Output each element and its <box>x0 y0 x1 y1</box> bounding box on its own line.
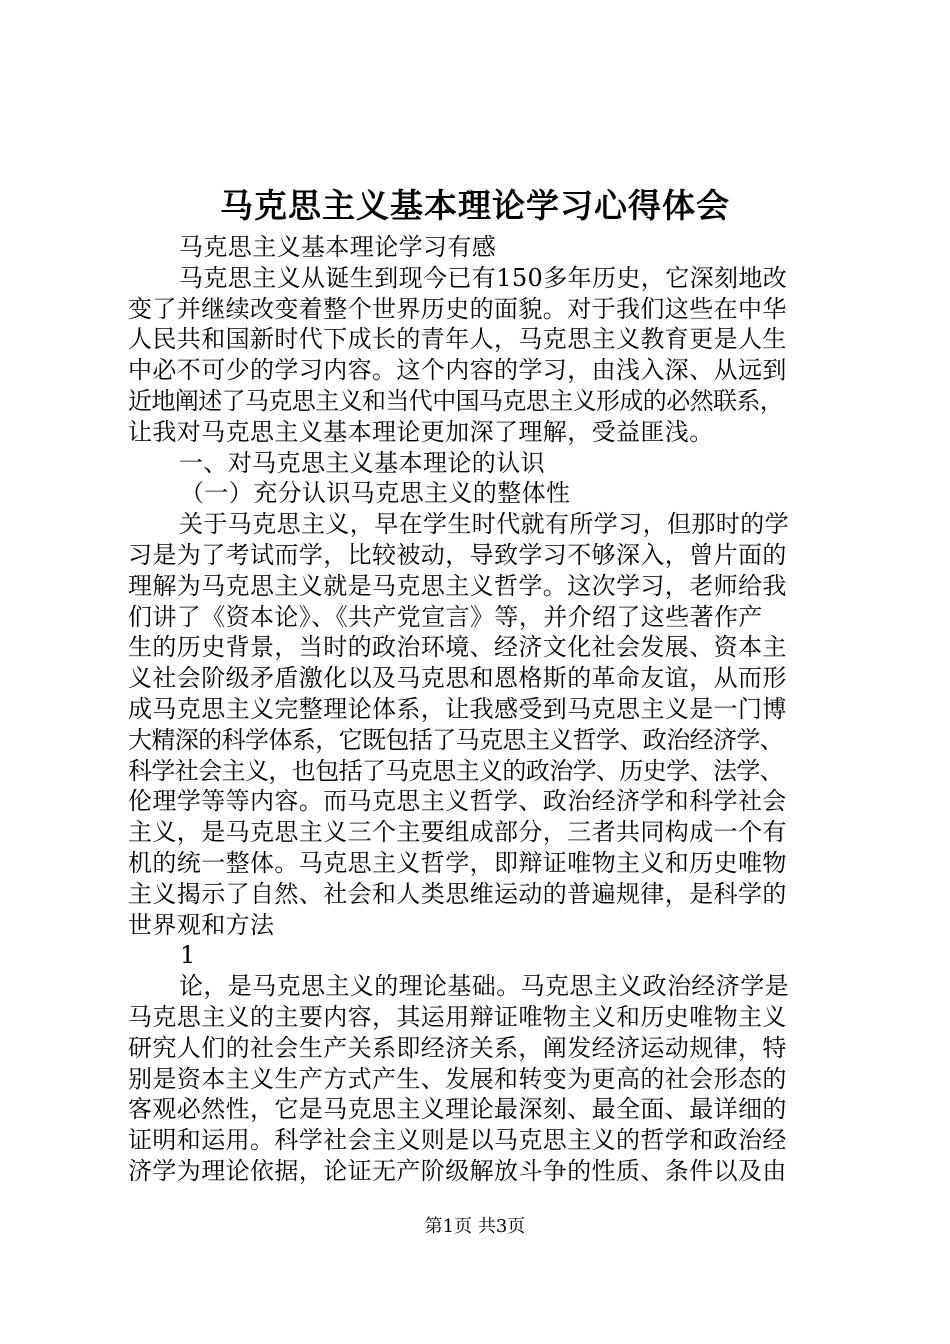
paragraph-line: 主义揭示了自然、社会和人类思维运动的普遍规律，是科学的 <box>128 879 787 908</box>
subsection-heading: （一）充分认识马克思主义的整体性 <box>180 479 571 508</box>
paragraph-line: 证明和运用。科学社会主义则是以马克思主义的哲学和政治经 <box>128 1126 787 1155</box>
paragraph-line: 变了并继续改变着整个世界历史的面貌。对于我们这些在中华 <box>128 294 787 323</box>
page-footer: 第1页 共3页 <box>424 1216 526 1237</box>
paragraph-line: 世界观和方法 <box>128 910 275 939</box>
paragraph-line: 科学社会主义，也包括了马克思主义的政治学、历史学、法学、 <box>128 756 784 785</box>
paragraph-line: 理解为马克思主义就是马克思主义哲学。这次学习，老师给我 <box>128 571 787 600</box>
paragraph-line: 论，是马克思主义的理论基础。马克思主义政治经济学是 <box>179 972 789 1001</box>
paragraph-line: 生的历史背景，当时的政治环境、经济文化社会发展、资本主 <box>128 633 787 662</box>
paragraph-line: 济学为理论依据，论证无产阶级解放斗争的性质、条件以及由 <box>128 1156 787 1185</box>
subtitle-line: 马克思主义基本理论学习有感 <box>179 233 497 261</box>
paragraph-line: 马克思主义的主要内容，其运用辩证唯物主义和历史唯物主义 <box>128 1002 787 1031</box>
paragraph-line: 大精深的科学体系，它既包括了马克思主义哲学、政治经济学、 <box>128 725 784 754</box>
paragraph-line: 马克思主义从诞生到现今已有150多年历史，它深刻地改 <box>179 263 788 292</box>
document-title: 马克思主义基本理论学习心得体会 <box>220 186 730 225</box>
paragraph-line: 习是为了考试而学，比较被动，导致学习不够深入，曾片面的 <box>128 540 787 569</box>
inline-page-number: 1 <box>180 941 196 970</box>
paragraph-line: 关于马克思主义，早在学生时代就有所学习，但那时的学 <box>179 510 789 539</box>
paragraph-line: 主义，是马克思主义三个主要组成部分，三者共同构成一个有 <box>128 818 787 847</box>
paragraph-line: 研究人们的社会生产关系即经济关系，阐发经济运动规律，特 <box>128 1033 787 1062</box>
paragraph-line: 客观必然性，它是马克思主义理论最深刻、最全面、最详细的 <box>128 1095 787 1124</box>
paragraph-line: 别是资本主义生产方式产生、发展和转变为更高的社会形态的 <box>128 1064 787 1093</box>
document-body <box>128 232 840 1187</box>
paragraph-line: 机的统一整体。马克思主义哲学，即辩证唯物主义和历史唯物 <box>128 848 787 877</box>
paragraph-line: 中必不可少的学习内容。这个内容的学习，由浅入深、从远到 <box>128 356 787 385</box>
paragraph-line: 让我对马克思主义基本理论更加深了理解，受益匪浅。 <box>128 417 714 446</box>
paragraph-line: 伦理学等等内容。而马克思主义哲学、政治经济学和科学社会 <box>128 787 787 816</box>
paragraph-line: 们讲了《资本论》、《共产党宣言》等，并介绍了这些著作产 <box>128 602 763 631</box>
paragraph-line: 成马克思主义完整理论体系，让我感受到马克思主义是一门博 <box>128 694 787 723</box>
section-heading: 一、对马克思主义基本理论的认识 <box>179 448 545 477</box>
paragraph-line: 人民共和国新时代下成长的青年人，马克思主义教育更是人生 <box>128 325 787 354</box>
paragraph-line: 近地阐述了马克思主义和当代中国马克思主义形成的必然联系， <box>128 386 784 415</box>
paragraph-line: 义社会阶级矛盾激化以及马克思和恩格斯的革命友谊，从而形 <box>128 664 787 693</box>
